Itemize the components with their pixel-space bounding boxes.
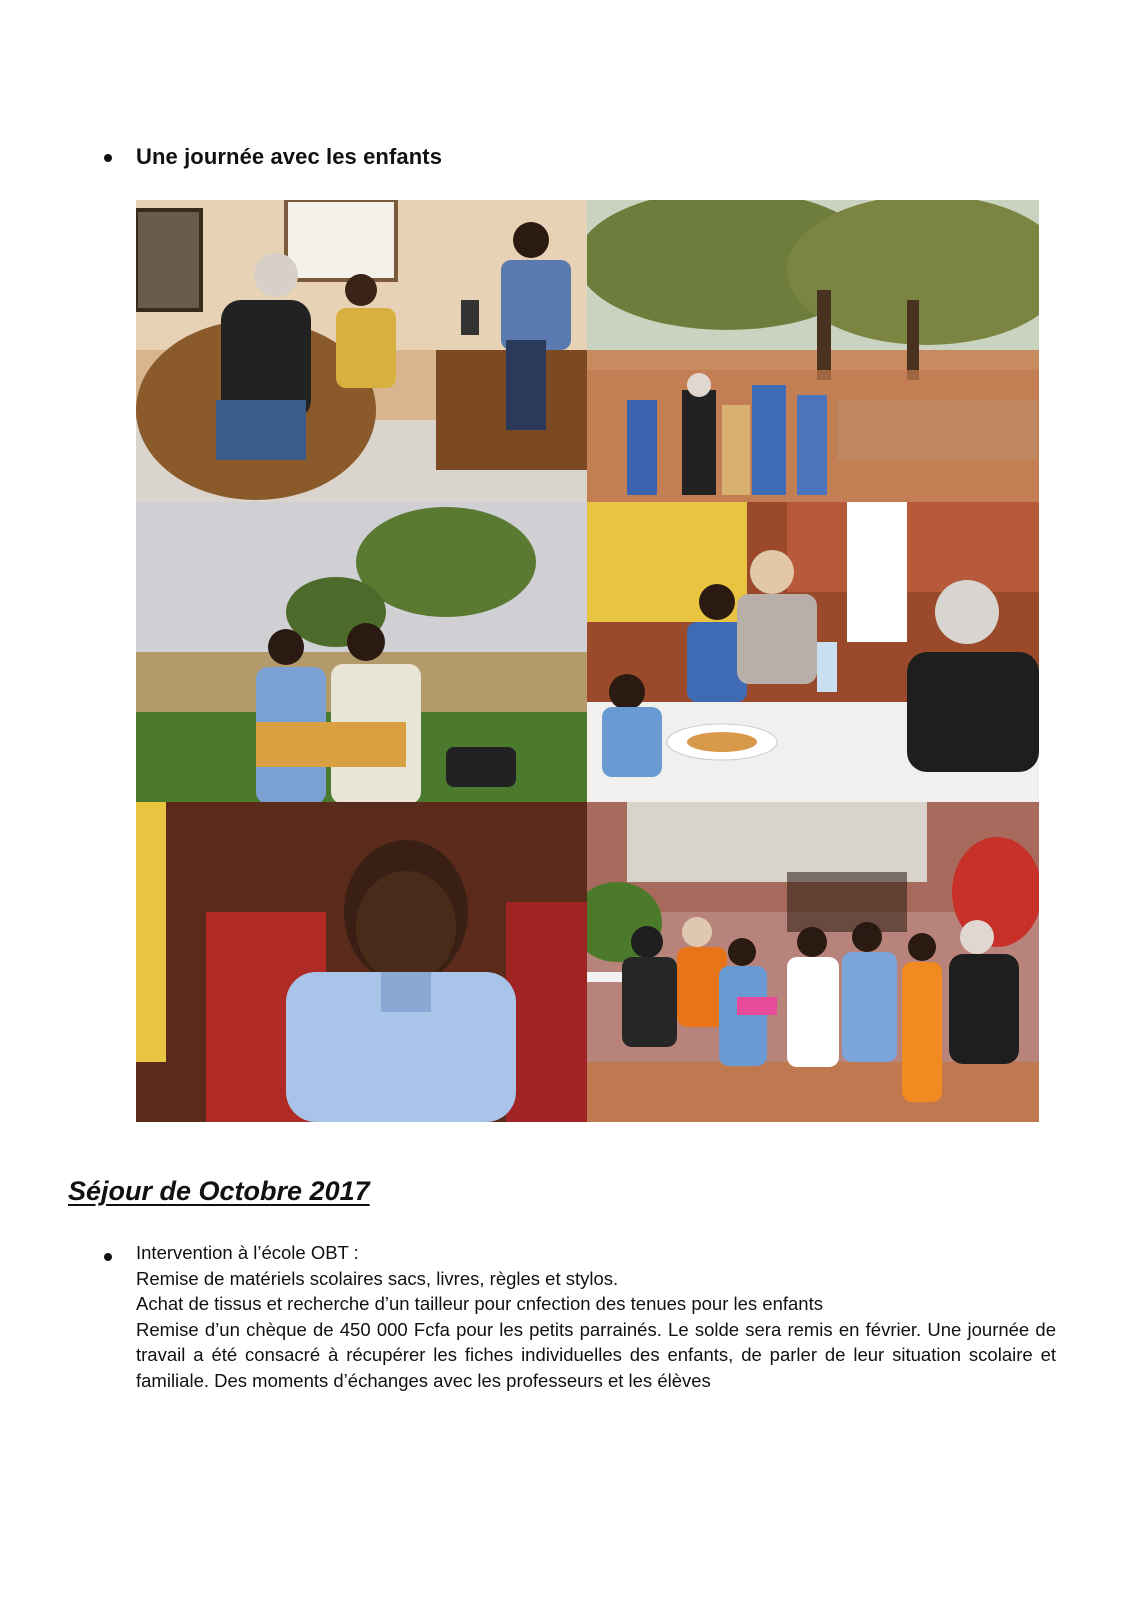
section-heading: Une journée avec les enfants: [136, 144, 443, 169]
photo-street-walk: [587, 200, 1039, 504]
paragraph-line: Remise de matériels scolaires sacs, livres, règles et stylos.: [136, 1267, 619, 1289]
section-paragraph: [136, 1240, 1056, 1393]
bullet-icon: [104, 1253, 112, 1261]
paragraph-line: travail a été consacré à récupérer les fiches individuelles des enfants, de parler de leur situation scolaire et: [136, 1344, 1056, 1365]
paragraph-line: familiale. Des moments d’échanges avec les professeurs et les élèves: [136, 1369, 711, 1391]
photo-group-terrace: [587, 802, 1039, 1122]
photo-boy-portrait: [136, 802, 587, 1122]
paragraph-line: Remise d’un chèque de 450 000 Fcfa pour les petits parrainés. Le solde sera remis en février. Une journée de: [136, 1318, 1056, 1340]
paragraph-line: Intervention à l’école OBT :: [136, 1242, 359, 1263]
photo-living-room-reading: [136, 200, 589, 504]
photo-restaurant-meal: [587, 502, 1039, 804]
photo-collage: [136, 200, 1056, 1122]
section-title: Séjour de Octobre 2017: [68, 1176, 370, 1206]
photo-garden-seed-packets: [136, 502, 587, 804]
paragraph-line: Achat de tissus et recherche d’un tailleur pour cnfection des tenues pour les enfants: [136, 1293, 823, 1314]
bullet-icon: [104, 154, 112, 162]
